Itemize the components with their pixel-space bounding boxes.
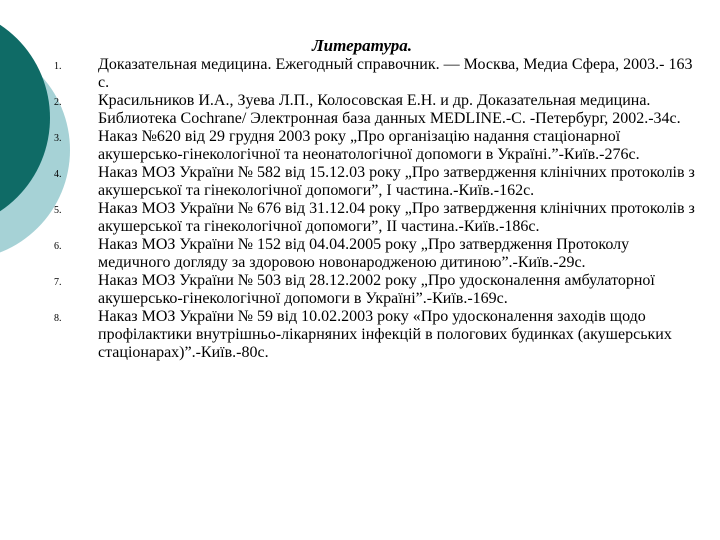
reference-number: 7. — [54, 277, 62, 288]
reference-item — [0, 92, 698, 128]
reference-number: 8. — [54, 313, 62, 324]
reference-text: Наказ МОЗ України № 503 від 28.12.2002 року „Про удосконалення амбулаторної акушерсько-гінекологічної допомоги в Україні”.-Київ.-169с. — [98, 272, 655, 307]
reference-text: Красильников И.А., Зуева Л.П., Колосовская Е.Н. и др. Доказательная медицина. Библиотека Cochrane/ Электронная база данных MEDLINE.-С. -Петербург, 2002.-34с. — [98, 92, 681, 127]
reference-item — [0, 56, 698, 92]
reference-item — [0, 128, 698, 164]
reference-text: Наказ МОЗ України № 59 від 10.02.2003 року «Про удосконалення заходів щодо профілактики внутрішньо-лікарняних інфекцій в пологових будинках (акушерських стаціонарах)”.-Київ.-80с. — [98, 308, 672, 361]
reference-text: Доказательная медицина. Ежегодный справочник. — Москва, Медиа Сфера, 2003.- 163 с. — [98, 56, 693, 91]
reference-list — [0, 56, 698, 362]
reference-text: Наказ №620 від 29 грудня 2003 року „Про організацію надання стаціонарної акушерсько-гінекологічної та неонатологічної допомоги в Україні.”-Київ.-276с. — [98, 128, 640, 163]
reference-item — [0, 308, 698, 362]
reference-number: 5. — [54, 205, 62, 216]
reference-number: 1. — [54, 61, 62, 72]
reference-item — [0, 164, 698, 200]
reference-item — [0, 236, 698, 272]
reference-text: Наказ МОЗ України № 152 від 04.04.2005 року „Про затвердження Протоколу медичного догляду за здоровою новонародженою дитиною”.-Київ.-29с. — [98, 236, 630, 271]
reference-number: 6. — [54, 241, 62, 252]
reference-text: Наказ МОЗ України № 676 від 31.12.04 року „Про затвердження клінічних протоколів з акушерської та гінекологічної допомоги”, ІІ частина.-Київ.-186с. — [98, 200, 695, 235]
reference-item — [0, 272, 698, 308]
reference-number: 2. — [54, 97, 62, 108]
slide-title: Литература. — [312, 36, 413, 55]
reference-item — [0, 200, 698, 236]
reference-text: Наказ МОЗ України № 582 від 15.12.03 року „Про затвердження клінічних протоколів з акушерської та гінекологічної допомоги”, І частина.-Київ.-162с. — [98, 164, 695, 199]
reference-number: 4. — [54, 169, 62, 180]
reference-number: 3. — [54, 133, 62, 144]
